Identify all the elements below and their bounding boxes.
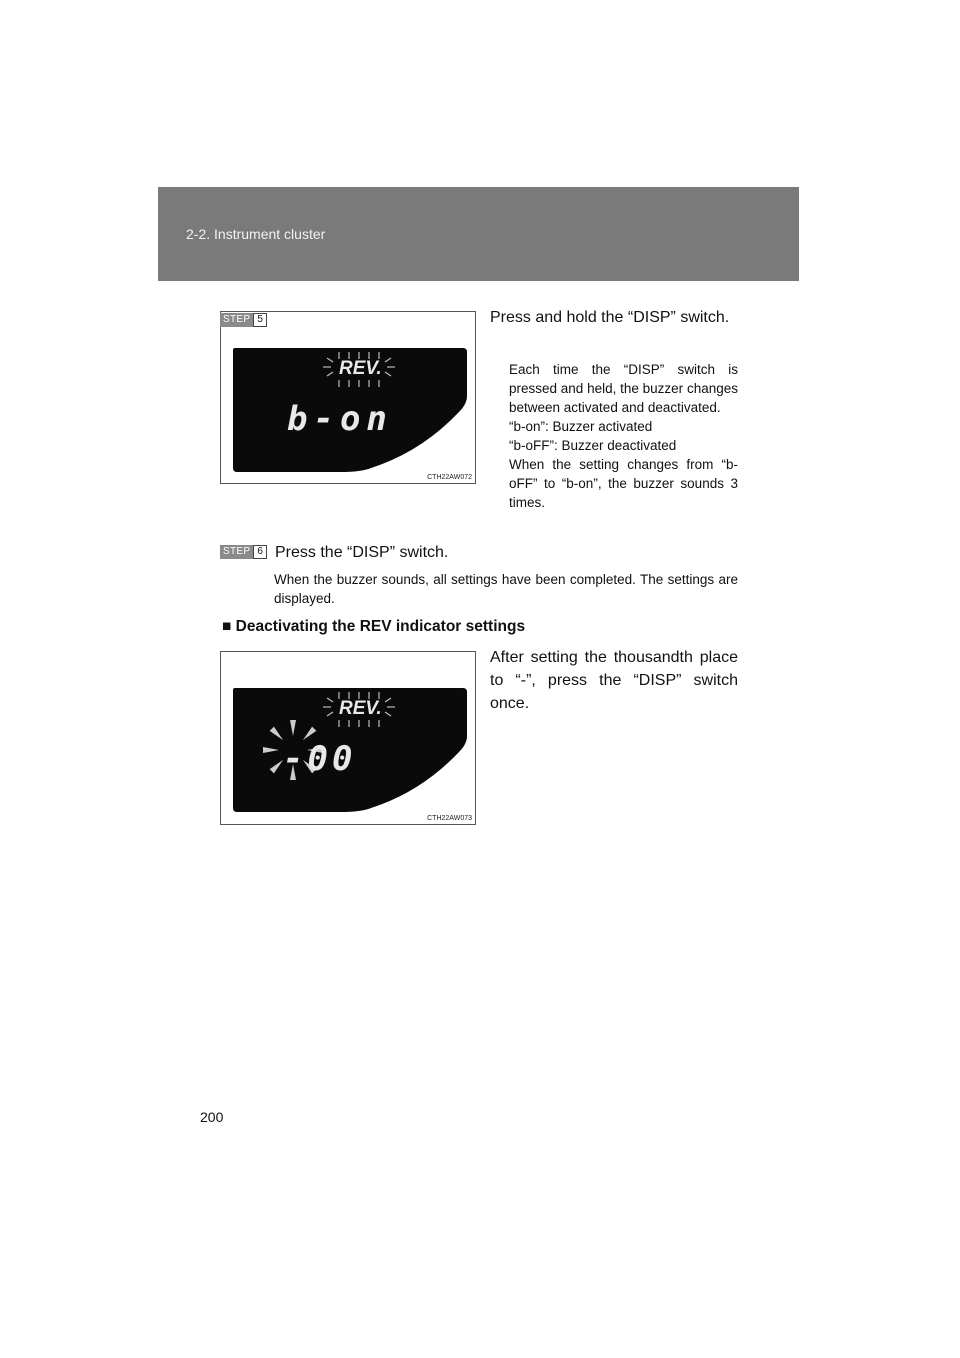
page-number: 200	[200, 1109, 224, 1125]
note-line: When the setting changes from “b-oFF” to “b-on”, the buzzer sounds 3 times.	[509, 457, 738, 510]
lcd-value: b-on	[287, 399, 393, 439]
header-band	[158, 187, 799, 281]
figure-code: CTH22AW072	[427, 474, 472, 481]
note-line: “b-on”: Buzzer activated	[509, 419, 653, 434]
rev-label: REV.	[339, 698, 382, 719]
figure-code: CTH22AW073	[427, 815, 472, 822]
step-number: 6	[253, 545, 267, 559]
figure-deactivate	[220, 651, 476, 825]
note-line: Each time the “DISP” switch is pressed and held, the buzzer changes between activated and deactivated.	[509, 362, 738, 415]
note-line: “b-oFF”: Buzzer deactivated	[509, 438, 677, 453]
lcd-display-illustration	[221, 652, 477, 826]
subsection-heading: ■ Deactivating the REV indicator settings	[222, 618, 526, 635]
step6-note: When the buzzer sounds, all settings have been completed. The settings are displayed.	[274, 572, 738, 606]
step-badge-5	[220, 313, 267, 327]
step5-instruction: Press and hold the “DISP” switch.	[490, 309, 730, 326]
step-word: STEP	[220, 545, 253, 559]
figure-buzzer-setting	[220, 311, 476, 484]
lcd-value: -00	[283, 739, 357, 779]
section-title: 2-2. Instrument cluster	[186, 226, 326, 242]
deactivate-instruction: After setting the thousandth place to “-”, press the “DISP” switch once.	[490, 649, 738, 712]
step-badge-6	[220, 545, 267, 559]
step-number: 5	[253, 313, 267, 327]
step6-instruction: Press the “DISP” switch.	[275, 544, 449, 561]
lcd-display-illustration	[221, 312, 477, 485]
step5-notes	[509, 360, 738, 512]
rev-label: REV.	[339, 358, 382, 379]
step-word: STEP	[220, 313, 253, 327]
